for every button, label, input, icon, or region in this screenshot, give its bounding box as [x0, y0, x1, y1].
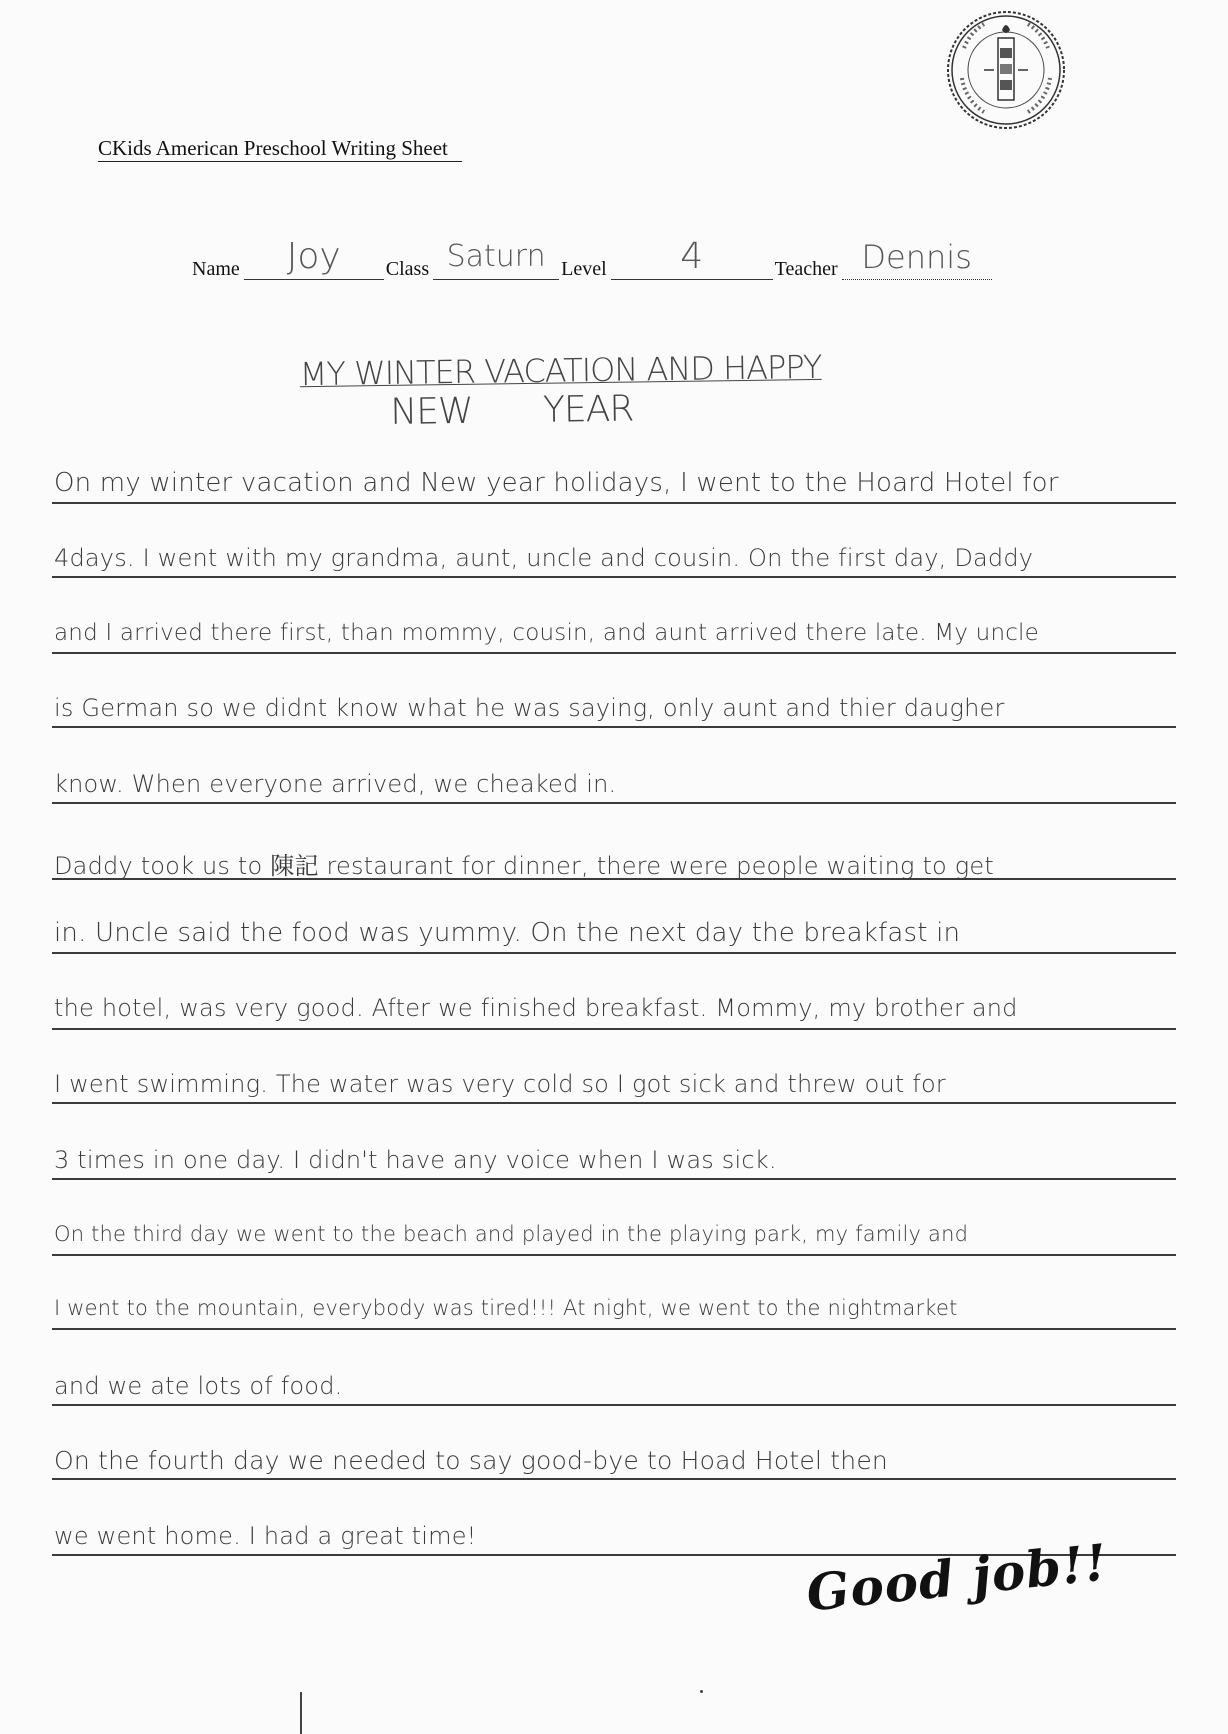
ruled-line [52, 726, 1176, 728]
ruled-line [52, 576, 1176, 578]
essay-line-8: the hotel, was very good. After we finished breakfast. Mommy, my brother and [54, 994, 1018, 1022]
essay-line-4: is German so we didnt know what he was saying, only aunt and thier daugher [54, 694, 1005, 722]
ruled-line [52, 1102, 1176, 1104]
essay-title-line-2: NEW YEAR [390, 388, 634, 433]
essay-line-15: we went home. I had a great time! [54, 1522, 477, 1550]
ruled-line [52, 1254, 1176, 1256]
sheet-title: CKids American Preschool Writing Sheet [98, 136, 462, 162]
essay-line-7: in. Uncle said the food was yummy. On the next day the breakfast in [54, 918, 961, 948]
essay-line-1: On my winter vacation and New year holidays, I went to the Hoard Hotel for [54, 468, 1059, 498]
ruled-line [52, 1028, 1176, 1030]
teacher-feedback: Good job!! [803, 1532, 1111, 1623]
ruled-line [52, 1328, 1176, 1330]
ruled-line [52, 1478, 1176, 1480]
class-label: Class [385, 258, 430, 280]
ruled-line [52, 952, 1176, 954]
essay-title-line-1: MY WINTER VACATION AND HAPPY [299, 347, 822, 394]
essay-line-13: and we ate lots of food. [54, 1372, 343, 1400]
ruled-line [52, 652, 1176, 654]
essay-line-11: On the third day we went to the beach and played in the playing park, my family and [54, 1222, 969, 1246]
class-value: Saturn [433, 235, 559, 280]
stray-dot [700, 1690, 703, 1693]
ruled-line [52, 1178, 1176, 1180]
essay-line-6: Daddy took us to 陳記 restaurant for dinner, there were people waiting to get [54, 852, 994, 880]
essay-line-14: On the fourth day we needed to say good-bye to Hoad Hotel then [54, 1446, 888, 1475]
essay-line-5: know. When everyone arrived, we cheaked in. [54, 770, 617, 798]
stray-pen-mark [300, 1692, 302, 1734]
essay-line-12: I went to the mountain, everybody was tired!!! At night, we went to the nightmarket [54, 1296, 958, 1320]
ruled-line [52, 502, 1176, 504]
essay-line-10: 3 times in one day. I didn't have any voice when I was sick. [54, 1146, 777, 1174]
essay-line-9: I went swimming. The water was very cold so I got sick and threw out for [54, 1070, 946, 1098]
teacher-label: Teacher [774, 258, 838, 280]
level-label: Level [561, 258, 607, 280]
ruled-line [52, 802, 1176, 804]
name-value: Joy [244, 235, 384, 280]
essay-line-2: 4days. I went with my grandma, aunt, uncle and cousin. On the first day, Daddy [54, 544, 1034, 572]
essay-line-3: and I arrived there first, than mommy, cousin, and aunt arrived there late. My uncle [54, 620, 1040, 646]
ruled-line [52, 1404, 1176, 1406]
teacher-value: Dennis [842, 235, 992, 280]
level-value: 4 [611, 235, 773, 280]
name-label: Name [192, 258, 240, 280]
